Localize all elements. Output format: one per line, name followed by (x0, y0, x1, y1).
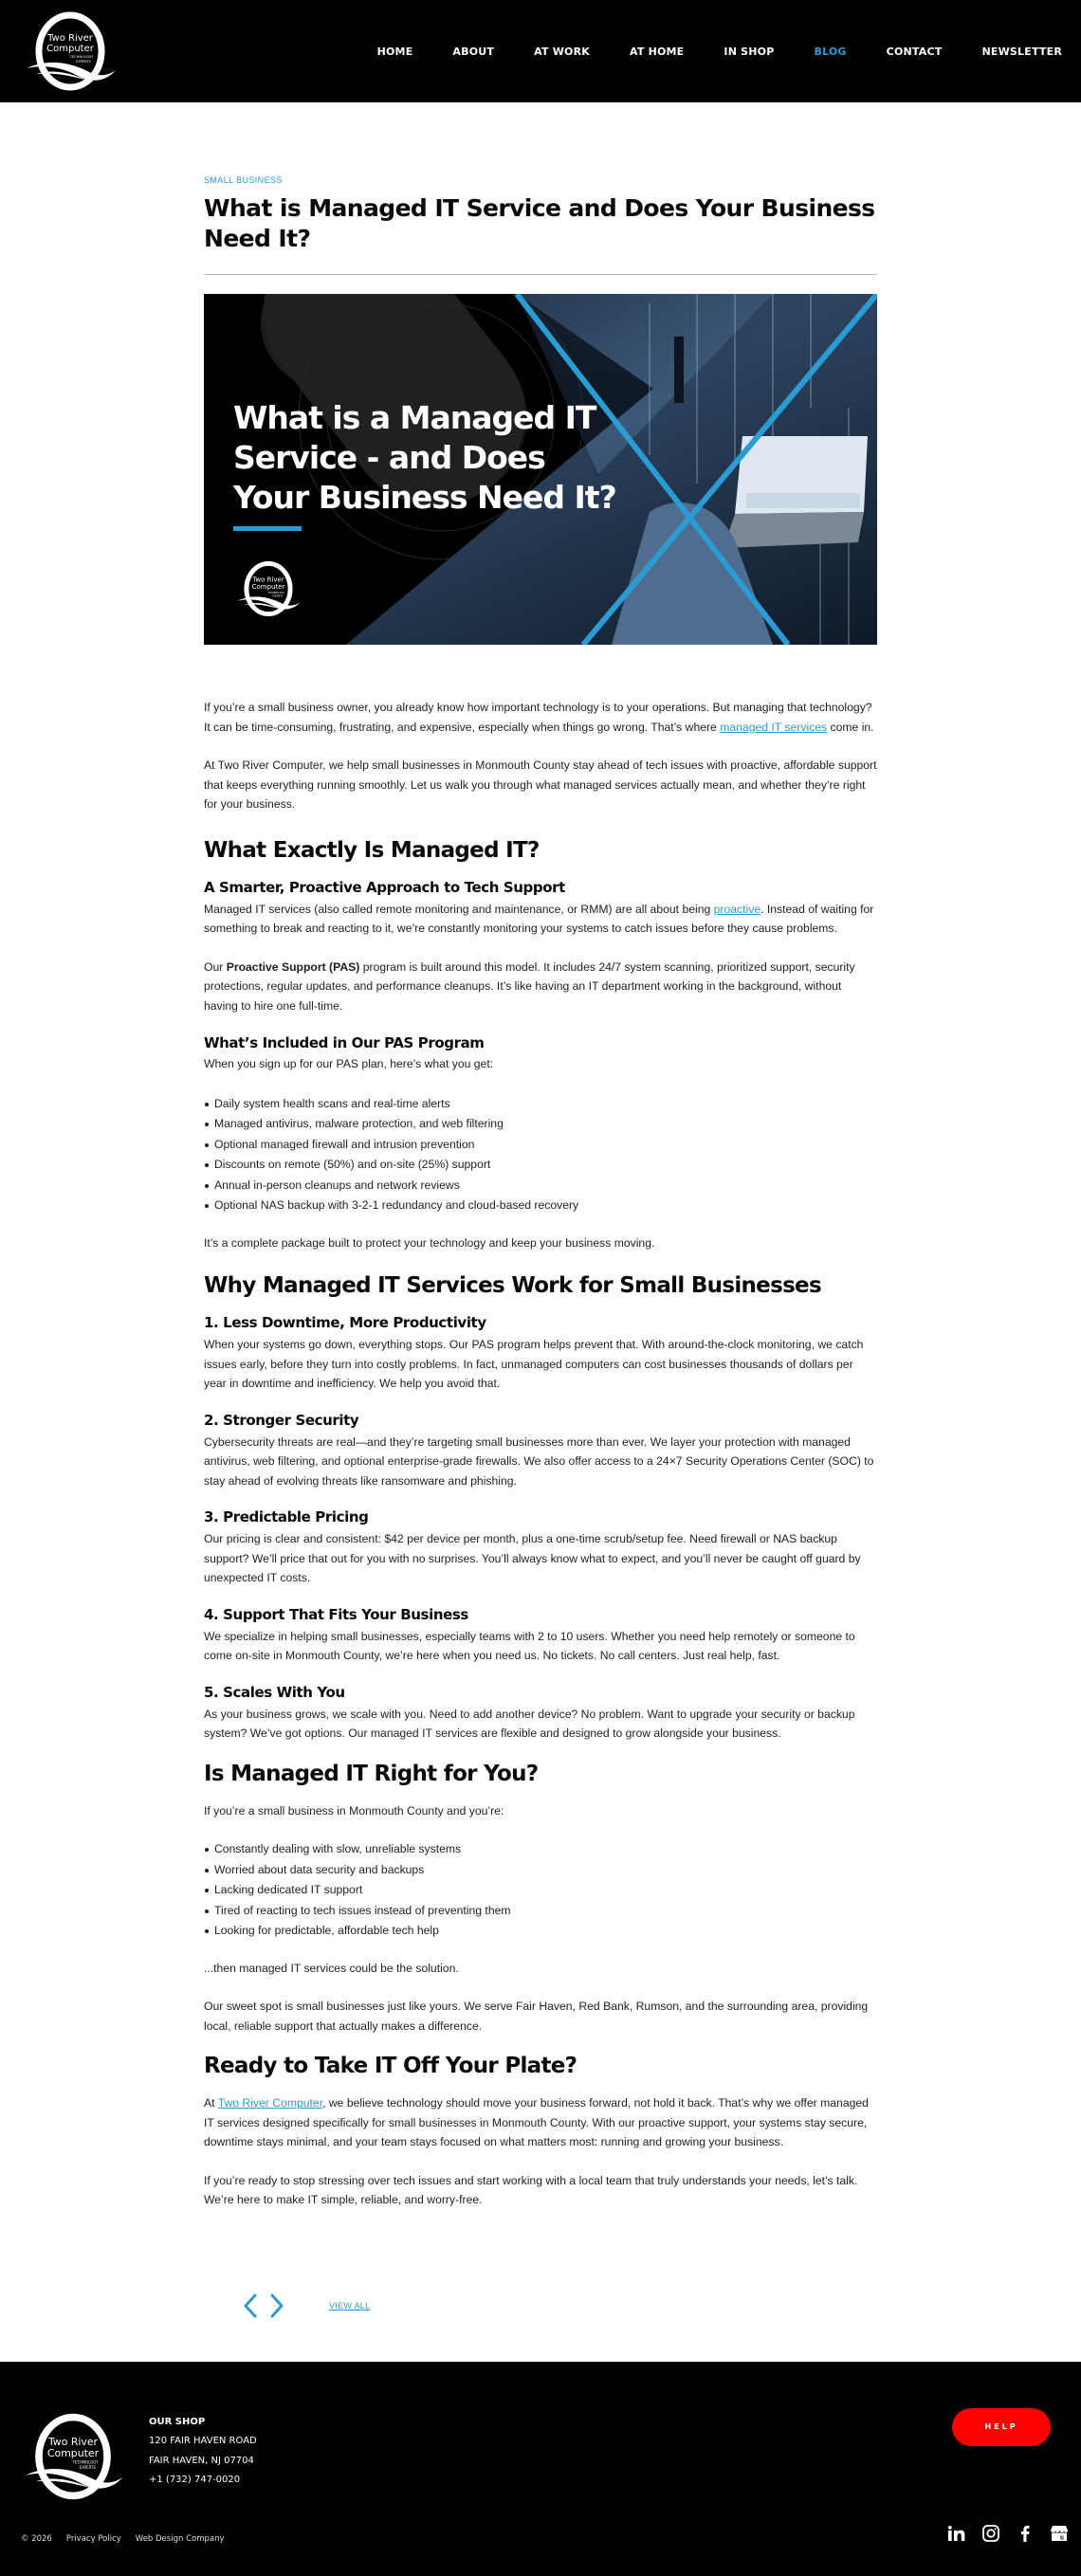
article-title: What is Managed IT Service and Does Your Business Need It? (204, 194, 875, 252)
subsection-heading: A Smarter, Proactive Approach to Tech Support (204, 878, 565, 896)
hero-title-line: What is a Managed IT (233, 399, 596, 436)
list-item: Worried about data security and backups (204, 1860, 877, 1881)
bold-text: Proactive Support (PAS) (226, 959, 360, 974)
hero-title (233, 398, 632, 518)
paragraph: If you’re a small business in Monmouth County and you’re: (204, 1803, 504, 1818)
section-heading: Ready to Take IT Off Your Plate? (204, 2054, 577, 2078)
list-item: Discounts on remote (50%) and on-site (25%) support (204, 1155, 877, 1176)
text: Managed IT services (also called remote monitoring and maintenance, or RMM) are all about being (204, 902, 714, 916)
nav-in-shop[interactable]: IN SHOP (724, 45, 775, 58)
hero-logo (235, 559, 302, 618)
intro-paragraph-2: At Two River Computer, we help small businesses in Monmouth County stay ahead of tech issues with proactive, affordable support that keeps everything running smoothly. Let us walk you through what managed services actually mean, and whether they’re right for your business. (204, 758, 877, 811)
subsection-heading: 5. Scales With You (204, 1683, 345, 1701)
nav-newsletter[interactable]: NEWSLETTER (981, 45, 1062, 58)
list-item: Optional NAS backup with 3-2-1 redundancy and cloud-based recovery (204, 1196, 877, 1216)
paragraph: When your systems go down, everything stops. Our PAS program helps prevent that. With around-the-clock monitoring, we catch issues early, before they turn into costly problems. In fact, unmanaged computers can cost businesses thousands of dollars per year in downtime and inefficiency. We help you avoid that. (204, 1338, 864, 1390)
svg-text:Computer: Computer (251, 583, 285, 591)
text: , we believe technology should move your business forward, not hold it back. That’s why we offer managed IT services designed specifically for small businesses in Monmouth County. With our proactive support, your systems stay secure, downtime stays minimal, and your team stays focused on what matters most: running and growing your business. (204, 2096, 869, 2148)
chevron-right-icon (269, 2293, 284, 2318)
svg-text:TECHNOLOGY: TECHNOLOGY (72, 2459, 99, 2465)
subsection-heading: 3. Predictable Pricing (204, 1508, 369, 1526)
two-river-computer-link[interactable]: Two River Computer (217, 2096, 323, 2110)
paragraph (204, 900, 877, 939)
svg-text:EXPERTS: EXPERTS (76, 60, 91, 64)
social-links (948, 2525, 1068, 2542)
nav-about[interactable]: ABOUT (452, 45, 495, 58)
paragraph: Our pricing is clear and consistent: $42 per device per month, plus a one-time scrub/setup fee. Need firewall or NAS backup support? We’ll price that out for you with no surprises. You’ll always know what to expect, and you’ll never be caught off guard by unexpected IT costs. (204, 1532, 861, 1584)
paragraph (204, 958, 877, 1016)
section-heading: What Exactly Is Managed IT? (204, 837, 540, 863)
paragraph: If you’re ready to stop stressing over tech issues and start working with a local team that truly understands your needs, let’s talk. We’re here to make IT simple, reliable, and worry-free. (204, 2173, 858, 2206)
nav-at-work[interactable]: AT WORK (534, 45, 590, 58)
paragraph (204, 2093, 877, 2152)
svg-text:EXPERTS: EXPERTS (79, 2464, 96, 2470)
text: . Instead of waiting for something to break and reacting to it, we’re constantly monitoring your systems to catch issues before they cause problems. (204, 902, 874, 935)
legal-links (21, 2534, 225, 2544)
list-item: Looking for predictable, affordable tech help (204, 1921, 877, 1942)
svg-text:Two River: Two River (47, 2435, 99, 2448)
list-item: Annual in-person cleanups and network reviews (204, 1176, 877, 1197)
hero-title-line: Your Business Need It? (233, 479, 616, 516)
svg-text:Computer: Computer (46, 2446, 100, 2459)
paragraph: When you sign up for our PAS plan, here’s what you get: (204, 1057, 494, 1070)
svg-text:TECHNOLOGY: TECHNOLOGY (69, 55, 94, 59)
nav-at-home[interactable]: AT HOME (629, 45, 685, 58)
logo-icon (23, 9, 118, 93)
nav-blog[interactable]: BLOG (814, 45, 847, 58)
site-footer (0, 2362, 1081, 2576)
pas-features-list (204, 1094, 877, 1216)
paragraph: As your business grows, we scale with you. Need to add another device? No problem. Want to upgrade your security or backup system? We’ve got options. Our managed IT services are flexible and designed to grow alongside your business. (204, 1707, 855, 1740)
address-line: 120 FAIR HAVEN ROAD (149, 2436, 257, 2446)
linkedin-link[interactable] (948, 2525, 965, 2542)
title-divider (204, 274, 877, 275)
checklist (204, 1839, 877, 1942)
svg-text:Two River: Two River (47, 33, 93, 44)
paragraph: Our sweet spot is small businesses just like yours. We serve Fair Haven, Red Bank, Rumson, and the surrounding area, providing local, reliable support that actually makes a difference. (204, 2000, 869, 2033)
shop-title: OUR SHOP (149, 2416, 206, 2427)
text: At (204, 2096, 218, 2110)
hero-image (204, 294, 877, 645)
previous-post-button[interactable] (240, 2292, 261, 2320)
list-item: Daily system health scans and real-time alerts (204, 1094, 877, 1115)
shop-address (149, 2413, 257, 2491)
site-header (0, 0, 1081, 102)
nav-home[interactable]: HOME (376, 45, 413, 58)
paragraph: Cybersecurity threats are real—and they’re targeting small businesses more than ever. We layer your protection with managed antivirus, web filtering, and optional enterprise-grade firewalls. We also offer access to a 24×7 Security Operations Center (SOC) to stay ahead of evolving threats like ransomware and phishing. (204, 1434, 874, 1488)
svg-text:EXPERTS: EXPERTS (272, 594, 284, 598)
intro-paragraph (204, 698, 877, 737)
subsection-heading: 2. Stronger Security (204, 1411, 359, 1429)
main-nav (338, 0, 1062, 102)
help-button[interactable]: HELP (952, 2408, 1051, 2446)
category-link[interactable]: SMALL BUSINESS (204, 175, 283, 185)
paragraph: It’s a complete package built to protect your technology and keep your business moving. (204, 1235, 655, 1250)
facebook-link[interactable] (1017, 2525, 1034, 2542)
address-line: FAIR HAVEN, NJ 07704 (149, 2455, 254, 2466)
copyright: © 2026 (21, 2533, 52, 2544)
google-business-icon (1051, 2526, 1068, 2541)
paragraph: We specialize in helping small businesses, especially teams with 2 to 10 users. Whether you need help remotely or someone to come on-site in Monmouth County, we’re here when you need us. No tickets. No call centers. Just real help, fast. (204, 1629, 855, 1662)
text: If you’re a small business owner, you already know how important technology is to your operations. But managing that technology? It can be time-consuming, frustrating, and expensive, especially when things go wrong. That’s where (204, 701, 872, 734)
list-item: Optional managed firewall and intrusion prevention (204, 1135, 877, 1156)
hero-title-line: Service - and Does (233, 439, 545, 476)
managed-it-services-link[interactable]: managed IT services (720, 720, 828, 734)
paragraph: ...then managed IT services could be the solution. (204, 1961, 459, 1975)
web-design-company-link[interactable]: Web Design Company (135, 2533, 225, 2544)
proactive-link[interactable]: proactive (713, 902, 761, 916)
facebook-icon (1020, 2525, 1030, 2542)
hero-accent-bar (233, 526, 302, 531)
view-all-link[interactable]: VIEW ALL (329, 2300, 371, 2311)
text: program is built around this model. It includes 24/7 system scanning, prioritized support, security protections, regular updates, and performance cleanups. It’s like having an IT department working in the background, without having to hire one full-time. (204, 959, 855, 1013)
logo-icon (235, 559, 302, 618)
subsection-heading: 4. Support That Fits Your Business (204, 1605, 468, 1623)
footer-logo[interactable] (21, 2411, 125, 2502)
section-heading: Is Managed IT Right for You? (204, 1761, 539, 1786)
post-pager (204, 2282, 877, 2329)
list-item: Lacking dedicated IT support (204, 1880, 877, 1901)
chevron-left-icon (243, 2293, 258, 2318)
svg-text:Two River: Two River (252, 575, 284, 584)
google-business-link[interactable] (1051, 2525, 1068, 2542)
list-item: Tired of reacting to tech issues instead of preventing them (204, 1901, 877, 1922)
logo-icon (21, 2411, 125, 2502)
svg-text:G: G (1059, 2535, 1065, 2541)
text: Our (204, 959, 227, 974)
subsection-heading: 1. Less Downtime, More Productivity (204, 1314, 486, 1331)
list-item: Constantly dealing with slow, unreliable systems (204, 1839, 877, 1860)
text: come in. (827, 720, 874, 734)
svg-text:TECHNOLOGY: TECHNOLOGY (267, 591, 285, 594)
subsection-heading: What’s Included in Our PAS Program (204, 1034, 485, 1051)
list-item: Managed antivirus, malware protection, and web filtering (204, 1114, 877, 1135)
phone-link[interactable]: +1 (732) 747-0020 (149, 2475, 241, 2485)
instagram-link[interactable] (982, 2525, 999, 2542)
next-post-button[interactable] (266, 2292, 287, 2320)
linkedin-icon (948, 2526, 965, 2541)
privacy-policy-link[interactable]: Privacy Policy (65, 2533, 121, 2544)
section-heading: Why Managed IT Services Work for Small Businesses (204, 1273, 821, 1298)
article (204, 102, 877, 2210)
nav-contact[interactable]: CONTACT (886, 45, 943, 58)
instagram-icon (982, 2525, 999, 2542)
article-body (204, 698, 877, 2210)
site-logo[interactable] (23, 9, 118, 93)
svg-text:Computer: Computer (46, 44, 94, 54)
